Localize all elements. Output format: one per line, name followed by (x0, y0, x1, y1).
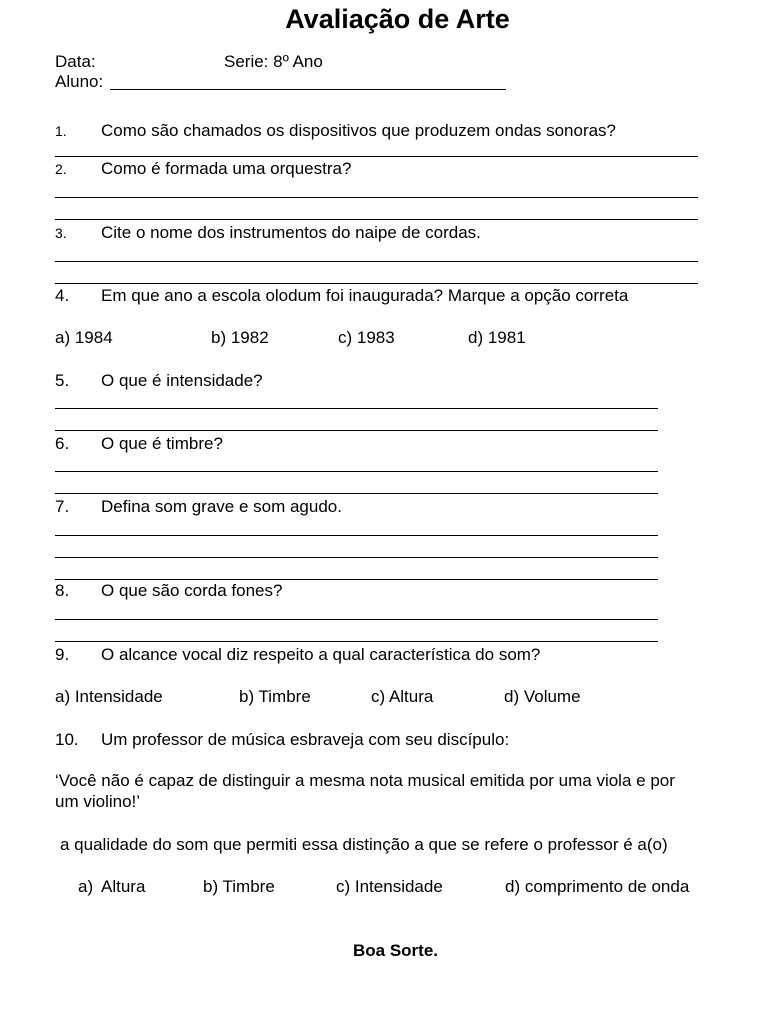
option-b: b) Timbre (239, 687, 311, 706)
question-text: O que é intensidade? (101, 371, 263, 390)
question-text: O alcance vocal diz respeito a qual característica do som? (101, 645, 541, 664)
answer-line (55, 408, 658, 409)
question-number: 6. (55, 434, 70, 453)
answer-line (55, 219, 698, 220)
option-a: a) Intensidade (55, 687, 163, 706)
question-number: 10. (55, 730, 79, 749)
grade-label: Serie: 8º Ano (224, 52, 323, 71)
quote-line-2: um violino!’ (55, 792, 141, 811)
question-text: O que são corda fones? (101, 581, 283, 600)
option-d: d) Volume (504, 687, 581, 706)
good-luck-text: Boa Sorte. (353, 941, 439, 960)
question-text: O que é timbre? (101, 434, 223, 453)
question-text: Em que ano a escola olodum foi inaugurada? Marque a opção correta (101, 286, 629, 305)
question-statement: a qualidade do som que permiti essa distinção a que se refere o professor é a(o) (60, 835, 668, 854)
option-c: c) Altura (371, 687, 434, 706)
answer-line (55, 619, 658, 620)
question-number: 2. (55, 161, 67, 177)
answer-line (55, 471, 658, 472)
date-label: Data: (55, 52, 96, 71)
option-d: d) 1981 (468, 328, 526, 347)
question-number: 4. (55, 286, 70, 305)
question-number: 8. (55, 581, 70, 600)
answer-line (55, 197, 698, 198)
question-text: Como são chamados os dispositivos que produzem ondas sonoras? (101, 121, 617, 140)
answer-line (55, 579, 658, 580)
answer-line (55, 641, 658, 642)
option-d: d) comprimento de onda (505, 877, 690, 896)
answer-line (55, 493, 658, 494)
question-text: Um professor de música esbraveja com seu discípulo: (101, 730, 510, 749)
option-b: b) 1982 (211, 328, 269, 347)
answer-line (55, 557, 658, 558)
quote-line-1: ‘Você não é capaz de distinguir a mesma nota musical emitida por uma viola e por (55, 771, 675, 790)
question-number: 1. (55, 123, 67, 139)
student-name-line (110, 89, 506, 90)
question-number: 7. (55, 497, 70, 516)
answer-line (55, 430, 658, 431)
question-number: 5. (55, 371, 70, 390)
page-title: Avaliação de Arte (285, 4, 510, 34)
answer-line (55, 535, 658, 536)
question-number: 3. (55, 225, 67, 241)
answer-line (55, 156, 698, 157)
option-c: c) 1983 (338, 328, 395, 347)
question-text: Como é formada uma orquestra? (101, 159, 352, 178)
question-text: Cite o nome dos instrumentos do naipe de cordas. (101, 223, 481, 242)
question-text: Defina som grave e som agudo. (101, 497, 342, 516)
option-a: a) 1984 (55, 328, 113, 347)
option-c: c) Intensidade (336, 877, 443, 896)
option-b: b) Timbre (203, 877, 275, 896)
answer-line (55, 283, 698, 284)
option-a-marker: a) (78, 877, 94, 896)
student-label: Aluno: (55, 72, 104, 91)
answer-line (55, 261, 698, 262)
option-a: Altura (101, 877, 146, 896)
question-number: 9. (55, 645, 70, 664)
